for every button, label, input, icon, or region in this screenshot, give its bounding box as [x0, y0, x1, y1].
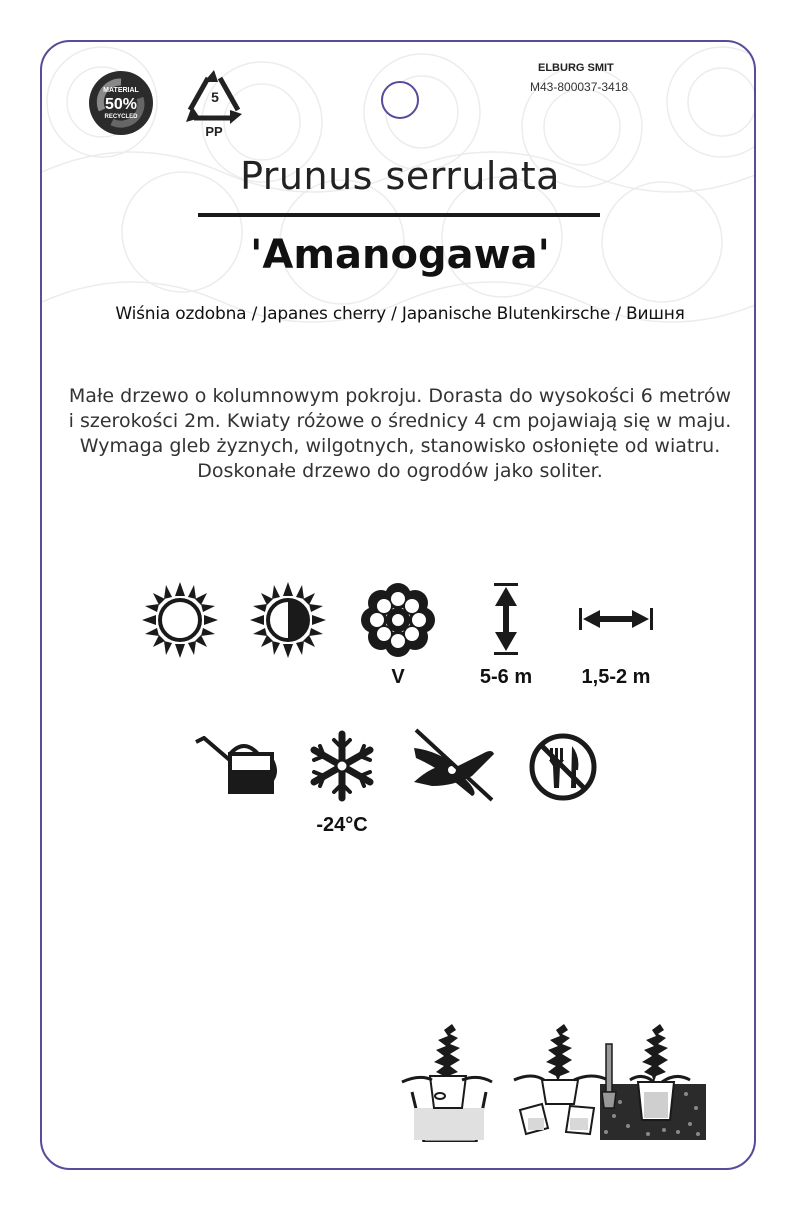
cultivar-name: 'Amanogawa' [250, 232, 550, 278]
watering-can-icon [192, 736, 278, 796]
not-edible-icon [528, 732, 598, 802]
snowflake-icon [306, 730, 378, 802]
height-arrow-icon [492, 582, 520, 656]
brand-name [538, 60, 650, 76]
svg-text:MATERIAL: MATERIAL [103, 87, 139, 94]
planting-step-plant-icon [598, 1022, 708, 1147]
svg-text:50%: 50% [104, 96, 138, 113]
height-label: 5-6 m [479, 666, 533, 688]
hardiness-temperature-label: -24°C [316, 814, 368, 836]
full-sun-icon [140, 580, 220, 660]
brand-text: ELBURG SMIT [538, 62, 614, 74]
width-label: 1,5-2 m [581, 666, 651, 688]
plant-label-card [40, 40, 756, 1170]
width-arrow-icon [578, 606, 654, 632]
recycled-material-badge-icon [88, 70, 154, 136]
svg-text:RECYCLED: RECYCLED [104, 114, 138, 120]
flowering-month-label: V [391, 666, 405, 688]
common-names: Wiśnia ozdobna / Japanes cherry / Japanische Blutenkirsche / Вишня [115, 304, 685, 324]
no-pruning-icon [412, 726, 496, 804]
plastic-code-number: 5 [211, 89, 219, 105]
sku-code: M43-800037-3418 [530, 80, 629, 94]
flower-icon [360, 582, 436, 658]
hang-hole [381, 81, 419, 119]
half-shade-icon [248, 580, 328, 660]
planting-step-unpot-icon [512, 1022, 612, 1147]
planting-step-soak-icon [400, 1022, 500, 1147]
latin-name: Prunus serrulata [240, 154, 560, 198]
title-divider [198, 213, 600, 217]
plastic-type-label: PP [205, 124, 223, 139]
plant-description: Małe drzewo o kolumnowym pokroju. Dorasta do wysokości 6 metrów i szerokości 2m. Kwiaty różowe o średnicy 4 cm pojawiają się w maju. Wymaga gleb żyznych, wilgotnych, stanowisko osłonięte od wiatru. Doskonałe drzewo do ogrodów jako soliter. [68, 385, 732, 482]
